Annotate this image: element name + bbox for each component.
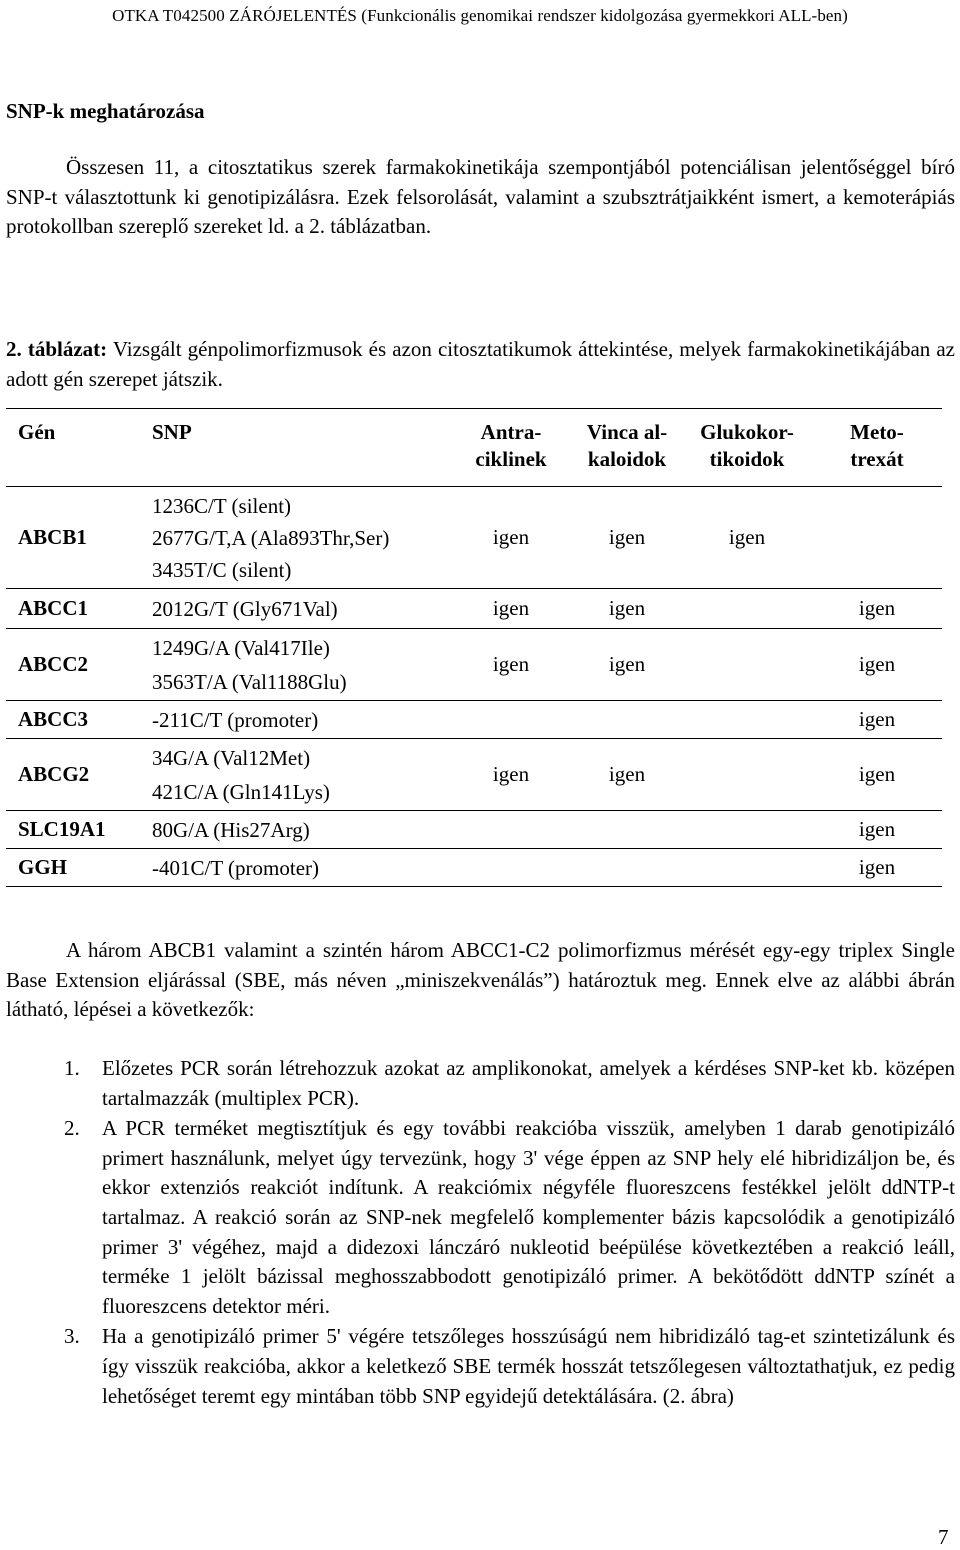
snp-value: 34G/A (Val12Met) xyxy=(152,745,311,770)
gluko-cell xyxy=(682,589,812,629)
snp-cell xyxy=(140,739,450,811)
table-caption xyxy=(6,335,955,394)
meto-cell: igen xyxy=(858,596,896,620)
gene-cell: ABCG2 xyxy=(18,762,90,786)
header-meto-line1: Meto- xyxy=(850,420,904,444)
antra-cell: igen xyxy=(492,525,530,549)
meto-cell: igen xyxy=(858,817,896,841)
snp-cell xyxy=(140,629,450,701)
gluko-cell xyxy=(682,701,812,739)
header-gluko-line2: tikoidok xyxy=(709,447,785,471)
meto-cell: igen xyxy=(858,652,896,676)
gene-cell: ABCC3 xyxy=(18,707,89,731)
header-meto-line2: trexát xyxy=(850,447,904,471)
intro-paragraph: Összesen 11, a citosztatikus szerek farmakokinetikája szempontjából potenciálisan jelentőséggel bíró SNP-t választottunk ki genotipizálásra. Ezek felsorolását, valamint a szubsztrátjaikként ismert, a kemoterápiás protokollban szereplő szereket ld. a 2. táblázatban. xyxy=(6,155,955,238)
list-item-text: Előzetes PCR során létrehozzuk azokat az amplikonokat, amelyek a kérdéses SNP-ket kb. középen tartalmazzák (multiplex PCR). xyxy=(102,1056,955,1110)
meto-cell: igen xyxy=(858,762,896,786)
list-item xyxy=(6,1114,955,1321)
table-caption-text: Vizsgált génpolimorfizmusok és azon citosztatikumok áttekintése, melyek farmakokinetikájában az adott gén szerepet játszik. xyxy=(6,337,955,391)
meto-cell: igen xyxy=(858,707,896,731)
snp-value: 1236C/T (silent) xyxy=(152,493,292,518)
header-gene: Gén xyxy=(18,420,56,444)
page-number: 7 xyxy=(938,1525,949,1549)
table-row xyxy=(6,487,942,589)
gluko-cell xyxy=(682,629,812,701)
snp-value: -211C/T (promoter) xyxy=(152,707,319,732)
table-row xyxy=(6,701,942,739)
vinca-cell: igen xyxy=(608,762,646,786)
running-header: OTKA T042500 ZÁRÓJELENTÉS (Funkcionális genomikai rendszer kidolgozása gyermekkori ALL-ben) xyxy=(112,6,848,25)
list-item-text: A PCR terméket megtisztítjuk és egy további reakcióba visszük, amelyben 1 darab genotipizáló primert használunk, melyet úgy tervezünk, hogy 3' vége éppen az SNP hely elé hibridizáljon be, és ekkor extenziós reakciót indítunk. A reakciómix négyféle fluoreszcens festékkel jelölt ddNTP-t tartalmaz. A reakció során az SNP-nek megfelelő komplementer bázis kapcsolódik a genotipizáló primer 3' végéhez, majd a didezoxi lánczáró nukleotid beépülése következtében a reakció leáll, terméke 1 jelölt bázissal meghosszabbodott genotipizáló primer. A bekötődött ddNTP színét a fluoreszcens detektor méri. xyxy=(102,1116,955,1318)
snp-value: 3435T/C (silent) xyxy=(152,557,292,582)
table-row xyxy=(6,811,942,849)
list-item xyxy=(6,1054,955,1113)
vinca-cell xyxy=(572,811,682,849)
gluko-cell xyxy=(682,849,812,887)
table-row xyxy=(6,739,942,811)
list-item-number: 1. xyxy=(64,1056,80,1080)
table-row xyxy=(6,589,942,629)
header-metotrexat xyxy=(812,409,942,487)
meto-cell xyxy=(812,487,942,589)
snp-value: 1249G/A (Val417Ile) xyxy=(152,635,330,660)
antra-cell: igen xyxy=(492,762,530,786)
gluko-cell: igen xyxy=(728,525,766,549)
table-caption-label: 2. táblázat: xyxy=(6,337,108,361)
snp-table xyxy=(6,408,942,887)
antra-cell: igen xyxy=(492,652,530,676)
table-row xyxy=(6,849,942,887)
list-item xyxy=(6,1322,955,1411)
antra-cell xyxy=(450,701,572,739)
table-row xyxy=(6,629,942,701)
header-glukokortikoidok xyxy=(682,409,812,487)
list-item-number: 2. xyxy=(64,1116,80,1141)
gene-cell: ABCC1 xyxy=(18,596,89,620)
header-vinca-line1: Vinca al- xyxy=(586,420,668,444)
vinca-cell xyxy=(572,701,682,739)
snp-cell xyxy=(140,487,450,589)
snp-cell xyxy=(140,811,450,849)
table-header-row xyxy=(6,409,942,487)
gene-cell: ABCC2 xyxy=(18,652,89,676)
vinca-cell xyxy=(572,849,682,887)
list-item-number: 3. xyxy=(64,1324,80,1349)
gene-cell: ABCB1 xyxy=(18,525,87,549)
header-antraciklinek xyxy=(450,409,572,487)
header-antra-line1: Antra- xyxy=(480,420,542,444)
snp-cell xyxy=(140,849,450,887)
gene-cell: SLC19A1 xyxy=(18,817,106,841)
antra-cell xyxy=(450,849,572,887)
header-vinca-line2: kaloidok xyxy=(587,447,667,471)
steps-list xyxy=(6,1054,955,1412)
snp-value: 2677G/T,A (Ala893Thr,Ser) xyxy=(152,525,390,550)
header-snp: SNP xyxy=(152,420,192,444)
header-vinca-alkaloidok xyxy=(572,409,682,487)
antra-cell xyxy=(450,811,572,849)
list-item-text: Ha a genotipizáló primer 5' végére tetszőleges hosszúságú nem hibridizáló tag-et szintetizálunk és így visszük reakcióba, akkor a keletkező SBE termék hosszát tetszőlegesen változtathatjuk, ez pedig lehetőséget teremt egy mintában több SNP egyidejű detektálására. (2. ábra) xyxy=(102,1324,955,1408)
snp-cell xyxy=(140,589,450,629)
snp-cell xyxy=(140,701,450,739)
snp-value: 3563T/A (Val1188Glu) xyxy=(152,669,347,694)
vinca-cell: igen xyxy=(608,596,646,620)
meto-cell: igen xyxy=(858,855,896,879)
antra-cell: igen xyxy=(492,596,530,620)
method-paragraph: A három ABCB1 valamint a szintén három ABCC1-C2 polimorfizmus mérését egy-egy triplex Single Base Extension eljárással (SBE, más néven „miniszekvenálás”) határoztuk meg. Ennek elve az alábbi ábrán látható, lépései a következők: xyxy=(6,938,955,1021)
section-title: SNP-k meghatározása xyxy=(6,99,205,123)
snp-value: 421C/A (Gln141Lys) xyxy=(152,779,330,804)
gene-cell: GGH xyxy=(18,855,68,879)
snp-value: 80G/A (His27Arg) xyxy=(152,817,310,842)
snp-value: -401C/T (promoter) xyxy=(152,855,319,880)
vinca-cell: igen xyxy=(608,525,646,549)
gluko-cell xyxy=(682,739,812,811)
snp-value: 2012G/T (Gly671Val) xyxy=(152,596,338,621)
vinca-cell: igen xyxy=(608,652,646,676)
header-antra-line2: ciklinek xyxy=(475,447,547,471)
header-gluko-line1: Glukokor- xyxy=(700,420,794,444)
gluko-cell xyxy=(682,811,812,849)
